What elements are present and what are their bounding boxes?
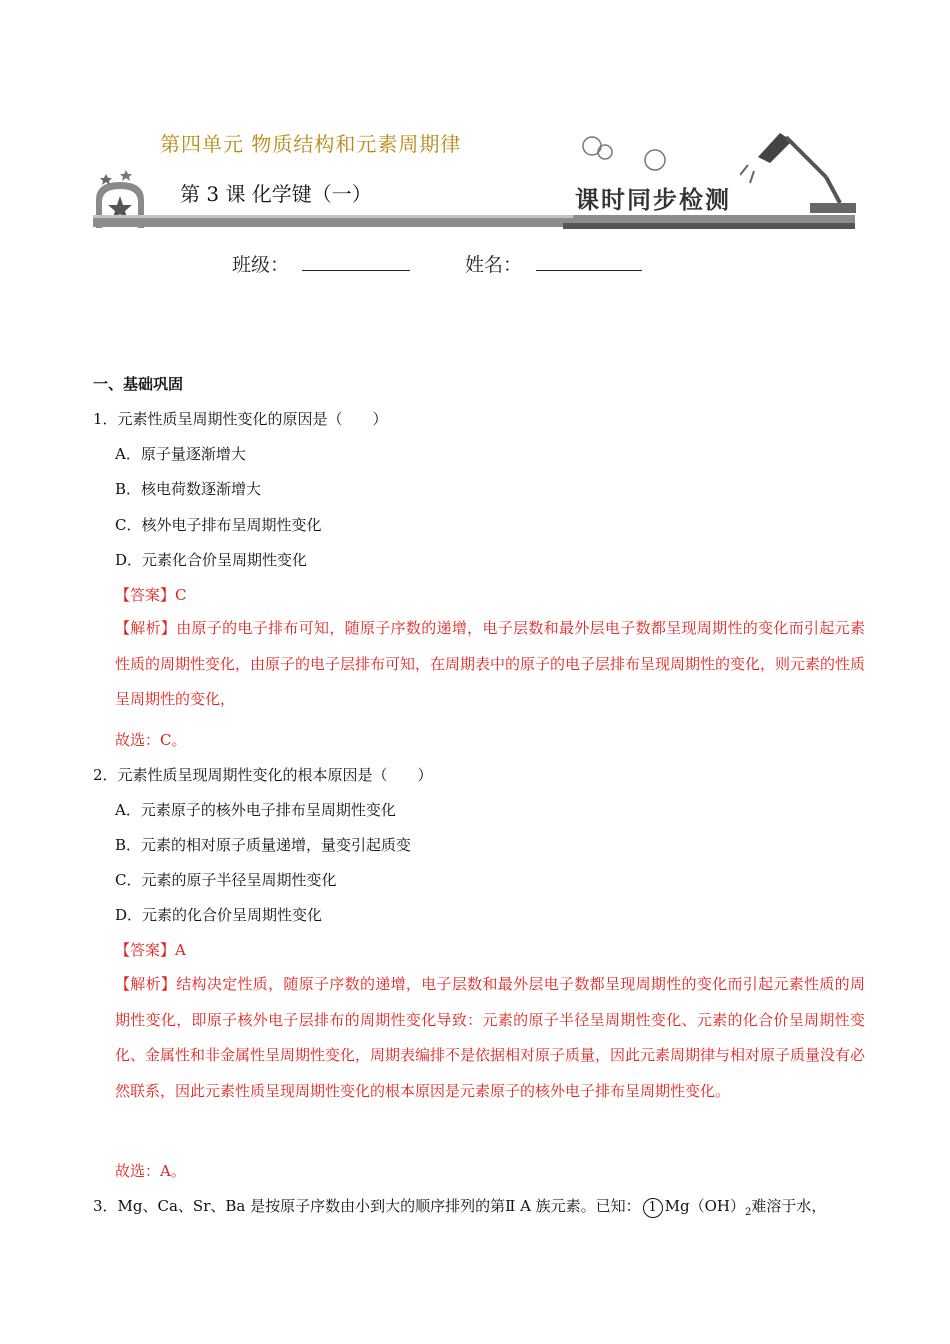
answer-value: A	[175, 941, 186, 959]
question-1-answer	[115, 584, 187, 605]
lesson-title: 第 3 课 化学键（一）	[180, 182, 372, 206]
question-2-conclusion: 故选：A。	[115, 1162, 186, 1180]
desk-lamp-icon	[740, 125, 858, 215]
question-1-option-a: A．原子量逐渐增大	[115, 445, 246, 463]
question-1-option-c: C．核外电子排布呈周期性变化	[115, 516, 322, 534]
question-1-explanation	[115, 611, 865, 718]
question-2-option-c: C．元素的原子半径呈周期性变化	[115, 871, 337, 889]
explanation-tag: 【解析】	[115, 619, 177, 637]
question-2-answer	[115, 939, 186, 960]
class-label: 班级：	[232, 254, 290, 276]
question-2-option-d: D．元素的化合价呈周期性变化	[115, 906, 323, 924]
subscript: 2	[745, 1207, 752, 1218]
brand-title: 课时同步检测	[575, 186, 731, 214]
question-1-conclusion: 故选：C。	[115, 731, 187, 749]
explanation-text: 由原子的电子排布可知，随原子序数的递增，电子层数和最外层电子数都呈现周期性的变化而引起元素性质的周期性变化，由原子的电子层排布可知，在周期表中的原子的电子层排布呈现周期性的变化，则元素的性质呈周期性的变化，	[115, 619, 866, 708]
question-2-option-b: B．元素的相对原子质量递增，量变引起质变	[115, 836, 412, 854]
answer-tag: 【答案】	[115, 586, 176, 604]
explanation-text: 结构决定性质，随原子序数的递增，电子层数和最外层电子数都呈现周期性的变化而引起元素性质的周期性变化，即原子核外电子层排布的周期性变化导致：元素的原子半径呈周期性变化、元素的化合价呈周期性变化、金属性和非金属性呈周期性变化，周期表编排不是依据相对原子质量，因此元素周期律与相对原子质量没有必然联系，因此元素性质呈现周期性变化的根本原因是元素原子的核外电子排布呈周期性变化。	[115, 975, 866, 1100]
question-3-stem-c: 难溶于水，	[751, 1197, 827, 1215]
name-input[interactable]	[536, 246, 642, 271]
question-3-stem	[93, 1195, 826, 1218]
question-3-stem-b: Mg（OH）	[664, 1197, 746, 1215]
class-input[interactable]	[302, 246, 410, 271]
question-1-option-b: B．核电荷数逐渐增大	[115, 480, 262, 498]
question-2-explanation	[115, 967, 865, 1109]
question-3-stem-a: 3．Mg、Ca、Sr、Ba 是按原子序数由小到大的顺序排列的第Ⅱ A 族元素。已知：	[93, 1197, 641, 1215]
question-2-option-a: A．元素原子的核外电子排布呈周期性变化	[115, 801, 396, 819]
section-title: 一、基础巩固	[93, 375, 184, 393]
question-1-option-d: D．元素化合价呈周期性变化	[115, 551, 308, 569]
name-label: 姓名：	[465, 254, 523, 276]
explanation-tag: 【解析】	[115, 975, 177, 993]
question-1-stem: 1．元素性质呈周期性变化的原因是（ ）	[93, 410, 388, 428]
question-2-stem: 2．元素性质呈现周期性变化的根本原因是（ ）	[93, 766, 433, 784]
answer-value: C	[175, 586, 187, 604]
unit-title: 第四单元 物质结构和元素周期律	[160, 132, 462, 156]
answer-tag: 【答案】	[115, 941, 176, 959]
circled-number: 1	[643, 1198, 663, 1218]
